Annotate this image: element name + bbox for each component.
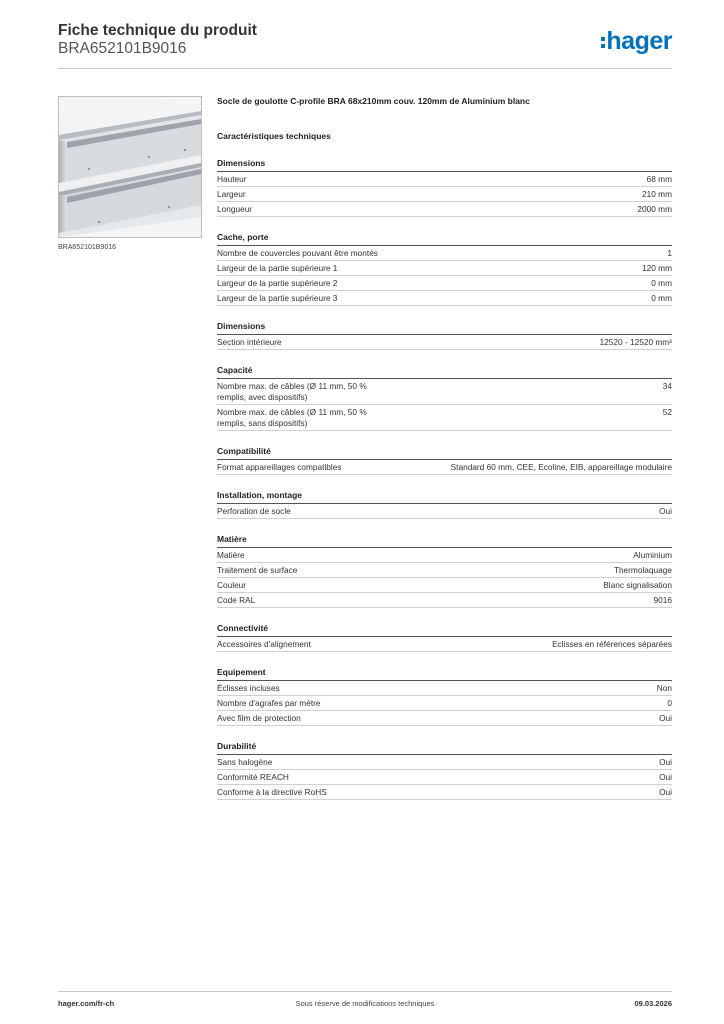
spec-value: 0 mm	[651, 293, 672, 303]
spec-row	[217, 770, 672, 785]
spec-row	[217, 578, 672, 593]
spec-label: Largeur de la partie supérieure 1	[217, 263, 338, 273]
spec-value: Oui	[659, 772, 672, 782]
spec-row	[217, 261, 672, 276]
spec-value: Thermolaquage	[613, 565, 672, 575]
spec-label: Nombre max. de câbles (Ø 11 mm, 50 % remplis, avec dispositifs)	[217, 381, 367, 402]
footer-website: hager.com/fr-ch	[58, 999, 115, 1008]
spec-label: Largeur de la partie supérieure 3	[217, 293, 338, 303]
spec-section	[217, 667, 672, 726]
spec-row	[217, 696, 672, 711]
section-title: Installation, montage	[217, 490, 672, 504]
spec-label: Avec film de protection	[217, 713, 301, 723]
section-title: Dimensions	[217, 321, 672, 335]
spec-value: Non	[656, 683, 672, 693]
product-reference: BRA652101B9016	[58, 40, 187, 57]
cable-trunking-illustration	[59, 97, 201, 237]
spec-row	[217, 187, 672, 202]
technical-characteristics-heading: Caractéristiques techniques	[217, 131, 331, 141]
spec-value: 68 mm	[646, 174, 672, 184]
spec-row	[217, 711, 672, 726]
spec-label: Format appareillages compatibles	[217, 462, 342, 472]
spec-section	[217, 232, 672, 306]
logo-text: hager	[606, 27, 672, 55]
section-title: Durabilité	[217, 741, 672, 755]
spec-label: Section intérieure	[217, 337, 282, 347]
spec-section	[217, 446, 672, 475]
spec-row	[217, 460, 672, 475]
spec-label: Largeur	[217, 189, 246, 199]
spec-value: 0 mm	[651, 278, 672, 288]
spec-label: Sans halogène	[217, 757, 273, 767]
spec-row	[217, 291, 672, 306]
spec-section	[217, 534, 672, 608]
spec-label: Nombre de couvercles pouvant être montés	[217, 248, 378, 258]
document-title: Fiche technique du produit	[58, 22, 257, 39]
spec-value: 120 mm	[642, 263, 672, 273]
spec-label: Nombre d'agrafes par mètre	[217, 698, 321, 708]
spec-sections	[217, 158, 672, 800]
spec-value: 9016	[653, 595, 672, 605]
spec-label: Conforme à la directive RoHS	[217, 787, 327, 797]
footer-divider	[58, 991, 672, 992]
spec-row	[217, 246, 672, 261]
logo-colon-icon	[601, 37, 605, 48]
spec-value: Oui	[659, 757, 672, 767]
specifications-panel	[217, 95, 672, 800]
section-title: Connectivité	[217, 623, 672, 637]
spec-section	[217, 321, 672, 350]
spec-label: Accessoires d'alignement	[217, 639, 311, 649]
spec-value: 52	[662, 407, 672, 417]
spec-value: 34	[662, 381, 672, 391]
spec-value: Aluminium	[633, 550, 672, 560]
spec-row	[217, 202, 672, 217]
product-image	[58, 96, 202, 238]
spec-row	[217, 563, 672, 578]
section-title: Cache, porte	[217, 232, 672, 246]
product-description: Socle de goulotte C-profile BRA 68x210mm couv. 120mm de Aluminium blanc	[217, 96, 530, 106]
spec-value: 1	[667, 248, 672, 258]
spec-row	[217, 504, 672, 519]
spec-row	[217, 172, 672, 187]
section-title: Compatibilité	[217, 446, 672, 460]
section-title: Equipement	[217, 667, 672, 681]
spec-row	[217, 379, 672, 405]
section-title: Capacité	[217, 365, 672, 379]
section-title: Matière	[217, 534, 672, 548]
spec-section	[217, 490, 672, 519]
spec-section	[217, 158, 672, 217]
spec-row	[217, 755, 672, 770]
spec-section	[217, 365, 672, 431]
page-header	[58, 22, 672, 70]
spec-value: 2000 mm	[637, 204, 672, 214]
section-title: Dimensions	[217, 158, 672, 172]
spec-value: 0	[667, 698, 672, 708]
header-divider	[58, 68, 672, 69]
spec-label: Couleur	[217, 580, 247, 590]
spec-label: Perforation de socle	[217, 506, 291, 516]
spec-section	[217, 741, 672, 800]
spec-row	[217, 785, 672, 800]
spec-row	[217, 593, 672, 608]
spec-value: Oui	[659, 713, 672, 723]
spec-row	[217, 405, 672, 431]
footer-note: Sous réserve de modifications techniques	[295, 999, 435, 1008]
spec-label: Conformité REACH	[217, 772, 289, 782]
spec-label: Longueur	[217, 204, 253, 214]
spec-row	[217, 681, 672, 696]
spec-label: Traitement de surface	[217, 565, 298, 575]
spec-label: Éclisses incluses	[217, 683, 280, 693]
spec-label: Hauteur	[217, 174, 247, 184]
spec-section	[217, 623, 672, 652]
image-caption: BRA652101B9016	[58, 244, 116, 251]
spec-value: 210 mm	[642, 189, 672, 199]
footer-date: 09.03.2026	[634, 999, 672, 1008]
hager-logo	[601, 28, 672, 54]
spec-row	[217, 335, 672, 350]
spec-value: Eclisses en références séparées	[552, 639, 672, 649]
spec-label: Largeur de la partie supérieure 2	[217, 278, 338, 288]
spec-value: Standard 60 mm, CEE, Ecoline, EIB, appareillage modulaire	[450, 462, 672, 472]
spec-value: Oui	[659, 506, 672, 516]
spec-label: Matière	[217, 550, 245, 560]
spec-value: Blanc signalisation	[603, 580, 672, 590]
spec-label: Nombre max. de câbles (Ø 11 mm, 50 % remplis, sans dispositifs)	[217, 407, 367, 428]
spec-value: Oui	[659, 787, 672, 797]
spec-value: 12520 - 12520 mm²	[599, 337, 672, 347]
spec-row	[217, 276, 672, 291]
spec-label: Code RAL	[217, 595, 256, 605]
spec-row	[217, 637, 672, 652]
spec-row	[217, 548, 672, 563]
